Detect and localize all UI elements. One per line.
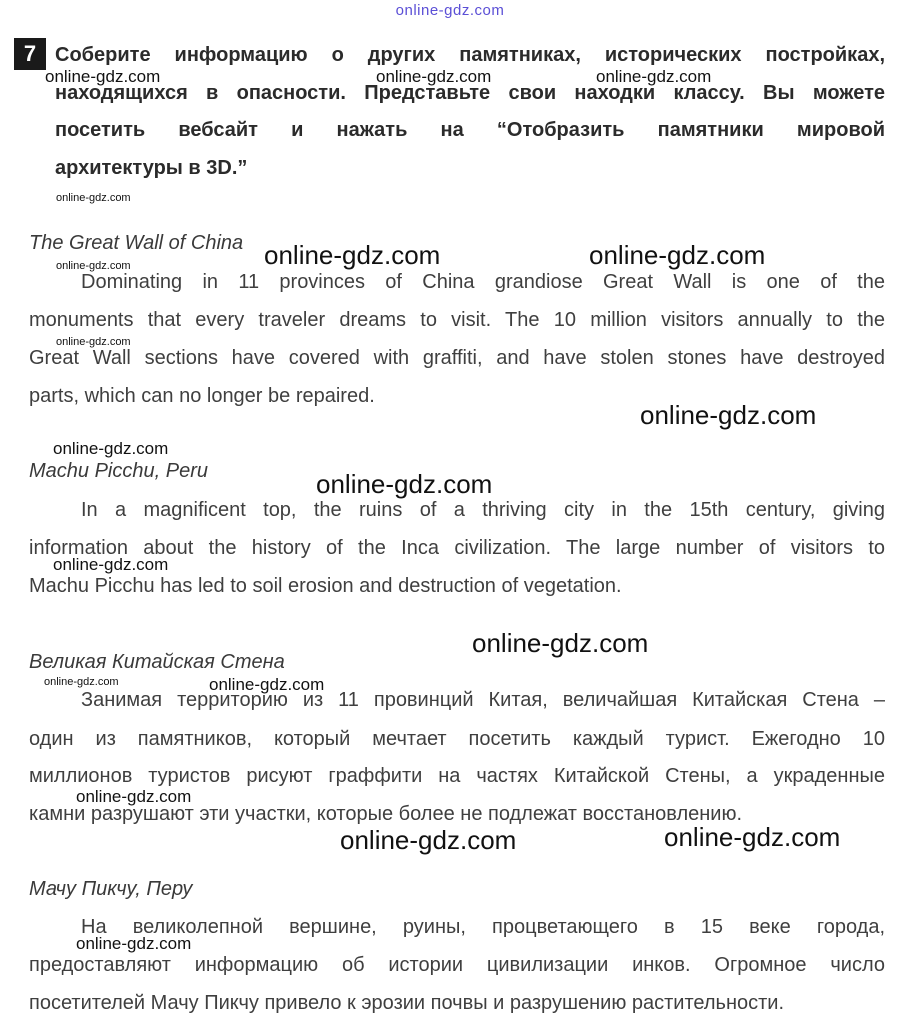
paragraph-line: Dominating in 11 provinces of China grandiose Great Wall is one of the <box>81 271 885 293</box>
task-number-badge: 7 <box>14 38 46 70</box>
watermark: online-gdz.com <box>340 825 517 855</box>
watermark: online-gdz.com <box>76 934 192 953</box>
watermark: online-gdz.com <box>44 676 119 688</box>
task-line: посетить вебсайт и нажать на “Отобразить памятники мировой <box>55 119 885 141</box>
watermark: online-gdz.com <box>209 675 325 694</box>
paragraph-line: parts, which can no longer be repaired. <box>29 385 375 407</box>
watermark: online-gdz.com <box>664 822 841 852</box>
watermark: online-gdz.com <box>472 628 649 658</box>
watermark: online-gdz.com <box>596 67 712 86</box>
paragraph-line: камни разрушают эти участки, которые более не подлежат восстановлению. <box>29 803 743 825</box>
watermark: online-gdz.com <box>53 439 169 458</box>
paragraph-line: один из памятников, который мечтает посетить каждый турист. Ежегодно 10 <box>29 728 885 750</box>
watermark: online-gdz.com <box>53 555 169 574</box>
paragraph-line: миллионов туристов рисуют граффити на частях Китайской Стены, а украденные <box>29 765 885 787</box>
paragraph-line: In a magnificent top, the ruins of a thriving city in the 15th century, giving <box>81 499 885 521</box>
paragraph-line: предоставляют информацию об истории цивилизации инков. Огромное число <box>29 954 885 976</box>
section-title: Machu Picchu, Peru <box>29 460 208 482</box>
header-watermark: online-gdz.com <box>395 2 505 19</box>
watermark: online-gdz.com <box>76 787 192 806</box>
watermark: online-gdz.com <box>589 240 766 270</box>
paragraph-line: information about the history of the Inca civilization. The large number of visitors to <box>29 537 885 559</box>
watermark: online-gdz.com <box>376 67 492 86</box>
watermark: online-gdz.com <box>56 336 131 348</box>
task-line: Соберите информацию о других памятниках, исторических постройках, <box>55 44 885 66</box>
section-title: Мачу Пикчу, Перу <box>29 878 193 900</box>
watermark: online-gdz.com <box>45 67 161 86</box>
paragraph-line: Занимая территорию из 11 провинций Китая, величайшая Китайская Стена – <box>81 689 885 711</box>
watermark: online-gdz.com <box>264 240 441 270</box>
task-line: находящихся в опасности. Представьте свои находки классу. Вы можете <box>55 82 885 104</box>
watermark: online-gdz.com <box>56 260 131 272</box>
watermark: online-gdz.com <box>56 192 131 204</box>
paragraph-line: На великолепной вершине, руины, процветающего в 15 веке города, <box>81 916 885 938</box>
paragraph-line: Great Wall sections have covered with graffiti, and have stolen stones have destroyed <box>29 347 885 369</box>
section-title: Великая Китайская Стена <box>29 651 285 673</box>
paragraph-line: Machu Picchu has led to soil erosion and destruction of vegetation. <box>29 575 622 597</box>
paragraph-line: monuments that every traveler dreams to visit. The 10 million visitors annually to the <box>29 309 885 331</box>
watermark: online-gdz.com <box>640 400 817 430</box>
section-title: The Great Wall of China <box>29 232 244 254</box>
watermark: online-gdz.com <box>316 469 493 499</box>
paragraph-line: посетителей Мачу Пикчу привело к эрозии почвы и разрушению растительности. <box>29 992 785 1014</box>
task-line: архитектуры в 3D.” <box>55 157 248 179</box>
